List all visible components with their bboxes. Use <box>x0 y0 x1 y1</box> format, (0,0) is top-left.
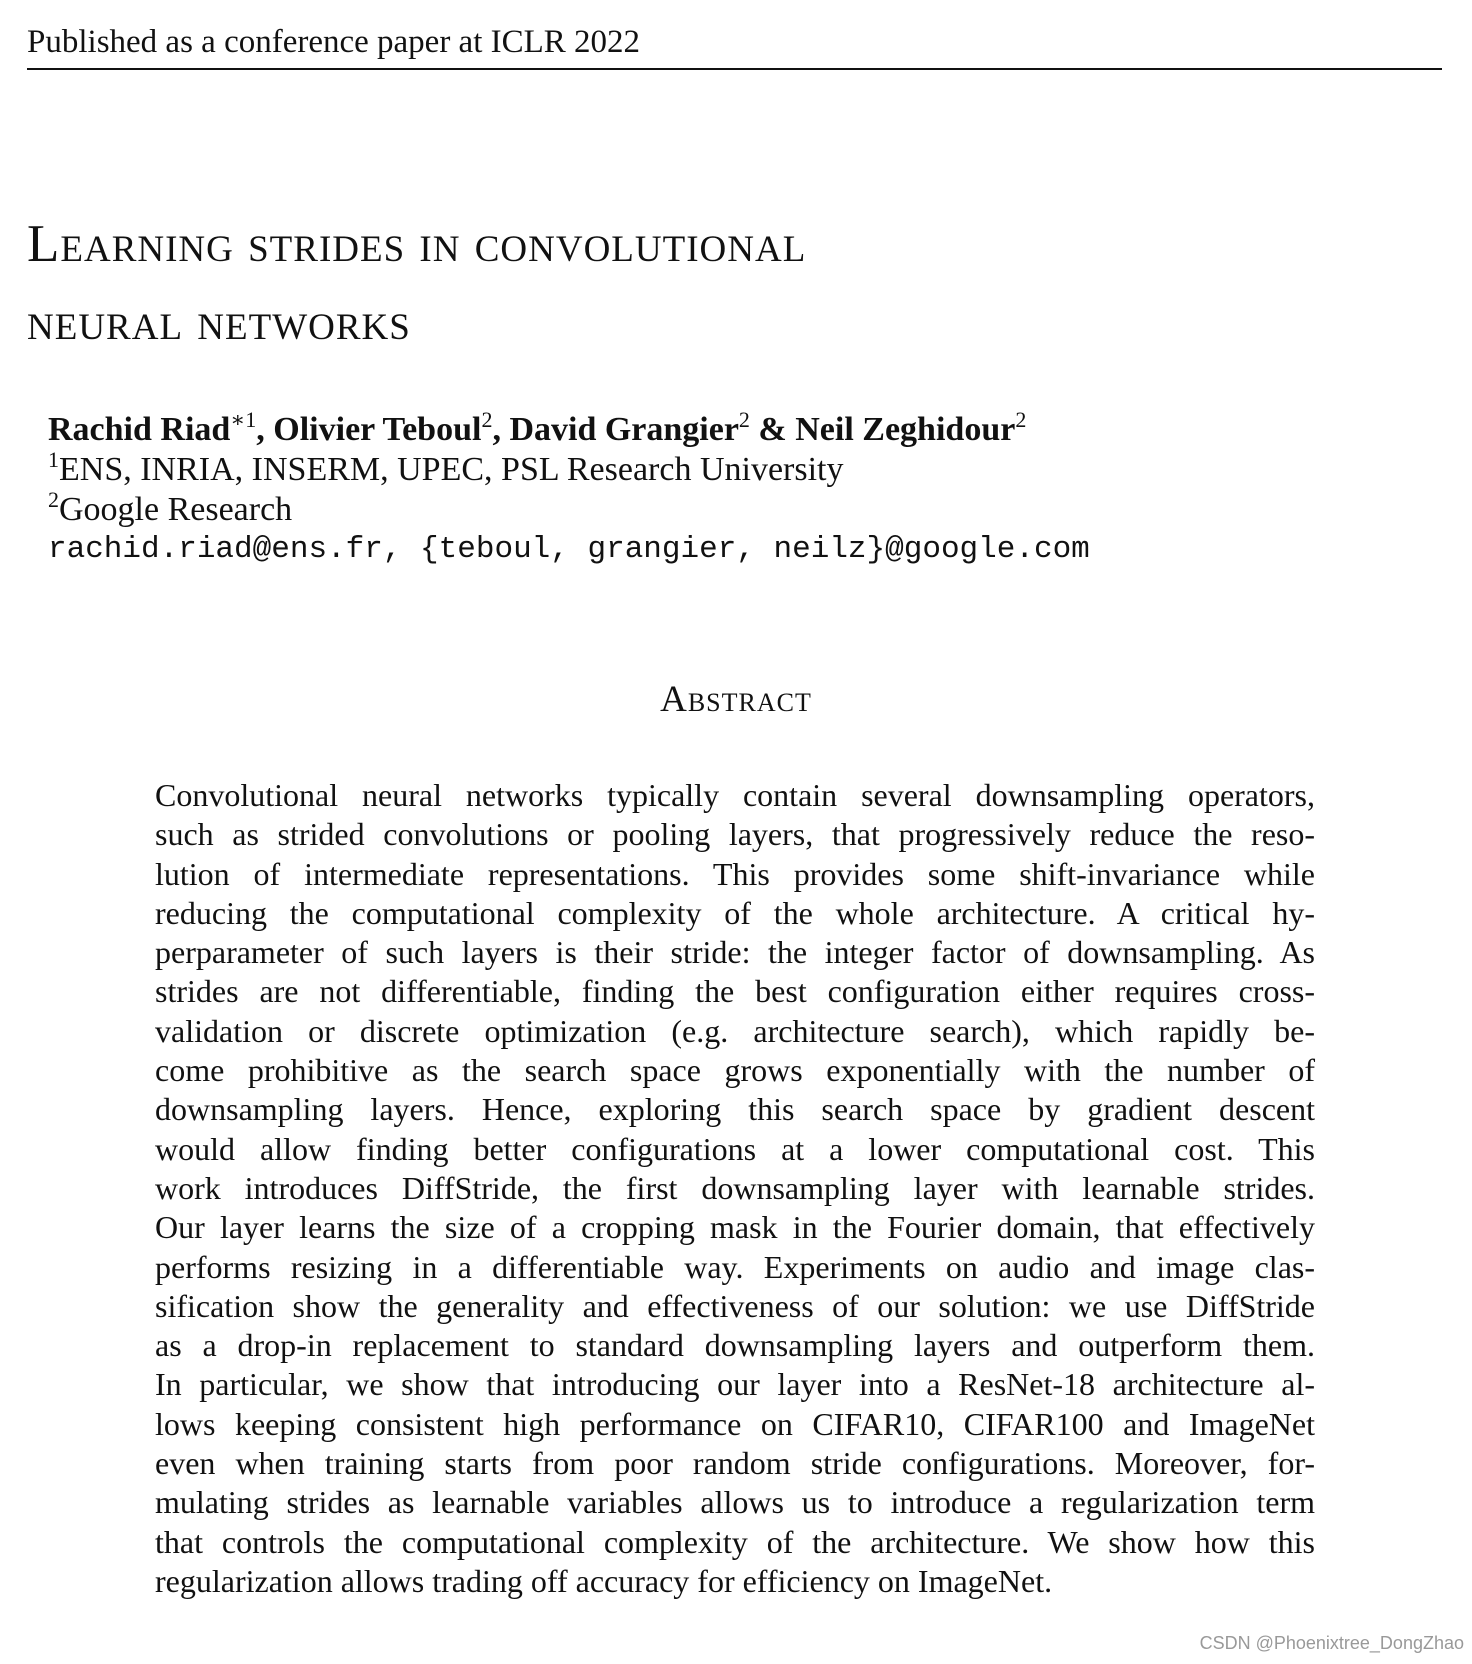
author-mark: 2 <box>1015 407 1027 432</box>
abstract-line: strides are not differentiable, finding the best configuration either requires cross- <box>155 973 1315 1010</box>
abstract-line: perparameter of such layers is their stride: the integer factor of downsampling. As <box>155 934 1315 971</box>
author-name: Olivier Teboul <box>273 411 482 448</box>
abstract-line: lution of intermediate representations. This provides some shift-invariance while <box>155 855 1315 892</box>
abstract-line: would allow finding better configurations at a lower computational cost. This <box>155 1130 1315 1167</box>
author-separator: , <box>492 411 510 448</box>
author-name: Rachid Riad <box>48 411 231 448</box>
abstract-line: mulating strides as learnable variables allows us to introduce a regularization term <box>155 1484 1315 1521</box>
abstract-line: lows keeping consistent high performance on CIFAR10, CIFAR100 and ImageNet <box>155 1405 1315 1442</box>
abstract-line: as a drop-in replacement to standard downsampling layers and outperform them. <box>155 1327 1315 1364</box>
abstract-line: Our layer learns the size of a cropping mask in the Fourier domain, that effectively <box>155 1209 1315 1246</box>
watermark: CSDN @Phoenixtree_DongZhao <box>1199 1633 1464 1653</box>
abstract-line: such as strided convolutions or pooling layers, that progressively reduce the reso- <box>155 816 1315 853</box>
abstract-line: downsampling layers. Hence, exploring this search space by gradient descent <box>155 1091 1315 1128</box>
running-header <box>27 22 1442 70</box>
affiliation-2 <box>48 487 293 530</box>
author-list <box>48 407 1027 450</box>
author-emails: rachid.riad@ens.fr, {teboul, grangier, neilz}@google.com <box>48 532 1090 567</box>
title-line-2: neural networks <box>27 293 411 351</box>
affiliation-1 <box>48 447 844 490</box>
author-mark: 2 <box>738 407 750 432</box>
author-mark: ∗1 <box>230 407 257 432</box>
affiliation-text: Google Research <box>59 491 293 528</box>
author-mark: 2 <box>481 407 493 432</box>
title-line-1: Learning strides in convolutional <box>27 215 807 273</box>
author-name: Neil Zeghidour <box>795 411 1016 448</box>
abstract-line: regularization allows trading off accuracy for efficiency on ImageNet. <box>155 1562 1053 1599</box>
affiliation-mark: 1 <box>48 447 59 472</box>
abstract-body <box>155 776 1315 1601</box>
header-text: Published as a conference paper at ICLR 2022 <box>27 24 641 60</box>
abstract-line: even when training starts from poor random stride configurations. Moreover, for- <box>155 1445 1315 1482</box>
abstract-line: reducing the computational complexity of the whole architecture. A critical hy- <box>155 894 1315 931</box>
abstract-heading: Abstract <box>660 679 812 720</box>
paper-title <box>27 205 1327 361</box>
author-separator: , <box>256 411 274 448</box>
abstract-line: validation or discrete optimization (e.g. architecture search), which rapidly be- <box>155 1012 1315 1049</box>
abstract-line: performs resizing in a differentiable way. Experiments on audio and image clas- <box>155 1248 1315 1285</box>
abstract-line: come prohibitive as the search space grows exponentially with the number of <box>155 1052 1315 1089</box>
author-name: David Grangier <box>509 411 739 448</box>
author-separator: & <box>749 411 796 448</box>
affiliation-mark: 2 <box>48 487 59 512</box>
abstract-line: In particular, we show that introducing our layer into a ResNet-18 architecture al- <box>155 1366 1315 1403</box>
affiliation-text: ENS, INRIA, INSERM, UPEC, PSL Research University <box>59 451 844 488</box>
abstract-line: that controls the computational complexity of the architecture. We show how this <box>155 1523 1315 1560</box>
abstract-line: sification show the generality and effectiveness of our solution: we use DiffStride <box>155 1287 1315 1324</box>
abstract-line: Convolutional neural networks typically contain several downsampling operators, <box>155 777 1315 813</box>
abstract-line: work introduces DiffStride, the first downsampling layer with learnable strides. <box>155 1169 1315 1206</box>
